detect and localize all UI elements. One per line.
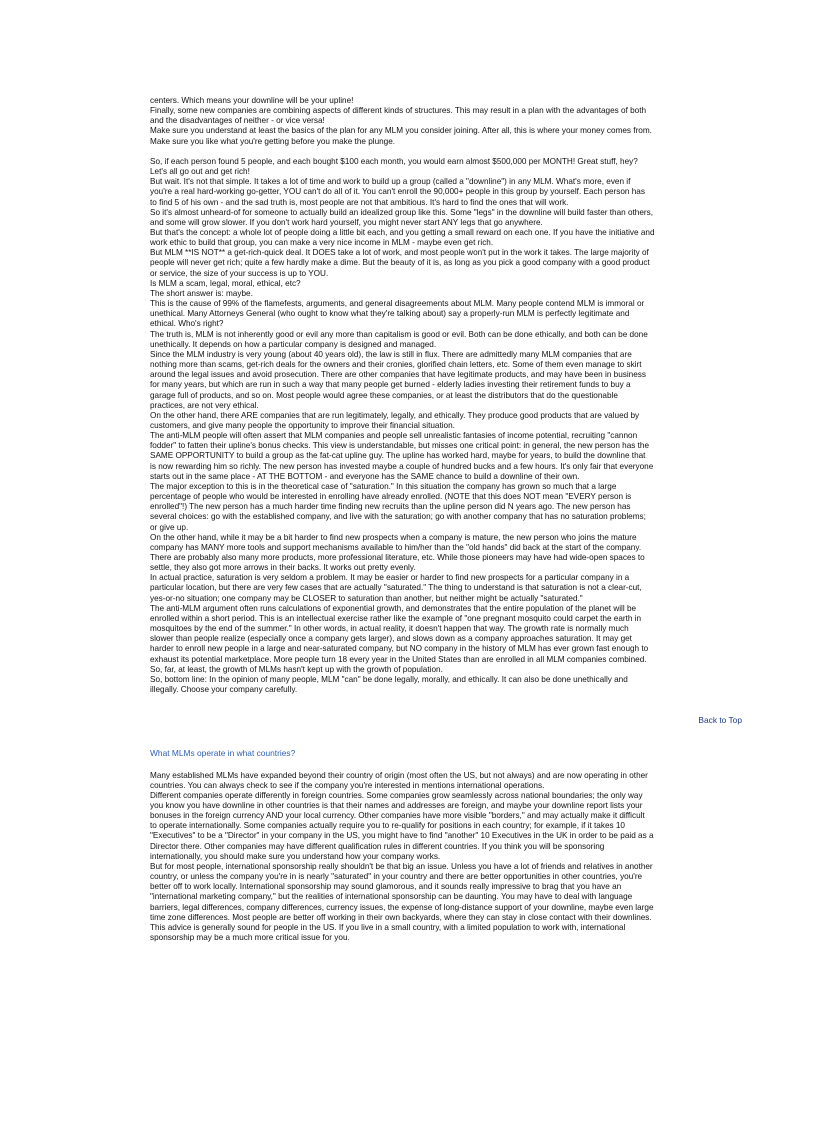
paragraph [150,289,742,299]
paragraph [150,665,742,675]
paragraph [150,791,742,862]
text-line: Many established MLMs have expanded beyond their country of origin (most often the US, but not always) and are now operating in other [150,770,648,780]
text-line: So, if each person found 5 people, and each bought $100 each month, you would earn almost $500,000 per MONTH! Great stuff, hey? [150,156,638,166]
text-line: barriers, legal differences, company differences, currency issues, the expense of long-distance support of your downline, maybe even large [150,902,654,912]
text-line: So, far, at least, the growth of MLMs hasn't kept up with the growth of population. [150,664,443,674]
text-line: practices, are not very ethical. [150,400,259,410]
text-line: Let's all go out and get rich! [150,167,250,177]
text-line: illegally. Choose your company carefully. [150,685,298,695]
text-line: people will never get rich; quite a few hardly make a dime. But the beauty of it is, as long as you pick a good company with a good product [150,258,650,268]
paragraph [150,208,742,228]
text-line: around the legal issues and avoid prosecution. There are other companies that have legitimate products, and may have been in business [150,370,646,380]
text-line: customers, and give many people the opportunity to improve their financial situation. [150,420,455,430]
paragraph [150,604,742,665]
text-line: centers. Which means your downline will be your upline! [150,96,354,105]
text-line: But that's the concept: a whole lot of people doing a little bit each, and you getting a small reward on each one. If you have the initiative and [150,228,655,238]
text-line: starts out in the same place - AT THE BOTTOM - and everyone has the SAME chance to build a downline of their own. [150,471,580,481]
text-line: settle, they also got more arrows in their backs. It works out pretty evenly. [150,563,416,573]
paragraph [150,675,742,695]
text-line: unethically. It depends on how a particular company is designed and managed. [150,339,437,349]
text-line: work ethic to build that group, you can make a very nice income in MLM - maybe even get rich. [150,238,494,248]
text-line: So it's almost unheard-of for someone to actually build an idealized group like this. Some "legs" in the downline will build faster than others, [150,207,653,217]
text-line: and the disadvantages of neither - or vice versa! [150,116,325,126]
text-line: enrolled"!) The new person has a much harder time finding new recruits than the upline person did N years ago. The new person has [150,502,631,512]
text-line: sponsorship may be a much more critical issue for you. [150,933,350,943]
paragraph [150,279,742,289]
text-line: to operate internationally. Some companies actually require you to re-qualify for positions in each country; for example, if it takes 10 [150,821,625,831]
article-section-countries [150,771,742,944]
text-line [150,147,742,157]
text-line: The short answer is: maybe. [150,288,253,298]
text-line: or service, the size of your success is up to YOU. [150,268,329,278]
paragraph [150,482,742,533]
text-line: ethical. Who's right? [150,319,224,329]
text-line: "Executives" to be a "Director" in your company in the US, you might have to find "another" 10 Executives in the UK in order to be paid as a [150,831,654,841]
paragraph [150,106,742,126]
text-line: This advice is generally sound for people in the US. If you live in a small country, with a limited population to work with, international [150,922,626,932]
text-line: garage full of products, and so on. Most people would agree these companies, or at least the distributors that do the questionable [150,390,618,400]
text-line: In actual practice, saturation is very seldom a problem. It may be easier or harder to find new prospects for a particular company in a [150,573,630,583]
text-line: There are probably also many more products, more professional literature, etc. While those pioneers may have had wide-open spaces to [150,553,645,563]
text-line: you know you have downline in other countries is that their names and addresses are foreign, and maybe your downline report lists your [150,800,643,810]
text-line: Make sure you understand at least the basics of the plan for any MLM you consider joining. After all, this is where your money comes from. [150,126,652,136]
paragraph [150,330,742,350]
paragraph [150,248,742,278]
paragraph [150,299,742,329]
text-line: Director there. Other companies may have different qualification rules in different countries. If you think you will be sponsoring [150,841,605,851]
section-heading-countries: What MLMs operate in what countries? [150,748,296,759]
text-line: percentage of people who would be interested in enrolling have already enrolled. (NOTE that this does NOT mean "EVERY person is [150,492,632,502]
paragraph [150,177,742,207]
text-line: Different companies operate differently in foreign countries. Some companies grow seamlessly across national boundaries; the only way [150,790,643,800]
text-line: better off to work locally. International sponsorship may sound glamorous, and it sounds really impressive to brag that you have an [150,882,622,892]
text-line: company has MANY more tools and support mechanisms available to him/her than the "old hands" did back at the start of the company. [150,542,642,552]
text-line: yes-or-no situation; one company may be CLOSER to saturation than another, but neither might be actually "saturated." [150,593,583,603]
text-line: So, bottom line: In the opinion of many people, MLM "can" be done legally, morally, and ethically. It can also be done unethically and [150,674,628,684]
text-line: enrolled within a short period. This is an intellectual exercise rather like the example of "one pregnant mosquito could carpet the earth in [150,613,642,623]
text-line: Is MLM a scam, legal, moral, ethical, etc? [150,278,301,288]
text-line: The truth is, MLM is not inherently good or evil any more than capitalism is good or evil. Both can be done ethically, and both can be done [150,329,648,339]
text-line: to find 5 of his own - and the sad truth is, most people are not that ambitious. It's hard to find the ones that will work. [150,197,569,207]
text-line: for many years, but which are run in such a way that many people get burned - elderly ladies investing their retirement funds to buy a [150,380,631,390]
article-section-mlm-ethics [150,96,742,695]
text-line: On the other hand, there ARE companies that are run legitimately, legally, and ethically. They produce good products that are valued by [150,410,640,420]
paragraph [150,147,742,157]
text-line: "international marketing company," but the realities of international sponsorship can be daunting. You may have to deal with language [150,892,633,902]
text-line: harder to enroll new people in a large and near-saturated company, but NO company in the history of MLM has ever grown fast enough to [150,644,649,654]
text-line: Finally, some new companies are combining aspects of different kinds of structures. This may result in a plan with the advantages of both [150,106,647,116]
back-to-top-link[interactable]: Back to Top [698,715,742,726]
text-line: or give up. [150,522,189,532]
document-page [150,96,742,943]
paragraph [150,96,742,106]
paragraph [150,862,742,943]
text-line: Make sure you like what you're getting before you make the plunge. [150,136,396,146]
text-line: several choices: go with the established company, and live with the saturation; go with another company that has no saturation problems; [150,512,646,522]
text-line: nothing more than scams, get-rich deals for the owners and their cronies, glorified chain letters, etc. Some of them even manage to skirt [150,360,642,370]
text-line: slower than people realize (especially once a company gets larger), and slows down as a company approaches saturation. It may get [150,634,632,644]
back-to-top-row [150,715,742,725]
paragraph [150,771,742,791]
paragraph [150,126,742,146]
text-line: internationally, you should make sure you understand how your company works. [150,851,441,861]
text-line: The anti-MLM people will often assert that MLM companies and people sell unrealistic fantasies of income potential, recruiting "cannon [150,431,638,441]
paragraph [150,573,742,603]
text-line: you're a real hard-working go-getter, YOU can't do all of it. You can't enroll the 90,000+ people in this group by yourself. Each person has [150,187,645,197]
text-line: But MLM **IS NOT** a get-rich-quick deal. It DOES take a lot of work, and most people won't put in the work it takes. The large majority of [150,248,649,258]
paragraph [150,431,742,482]
text-line: particular location, but there are very few cases that are actually "saturated." The thing to understand is that saturation is not a clear-cut, [150,583,642,593]
text-line: countries. You can always check to see if the company you're interested in mentions international operations. [150,780,545,790]
text-line: and some will grow slower. If you don't work hard yourself, you might never start ANY legs that go anywhere. [150,217,543,227]
text-line: exhaust its potential marketplace. More people turn 18 every year in the United States than are enrolled in all MLM companies combined. [150,654,647,664]
text-line: country, or unless the company you're in is nearly "saturated" in your country and there are better opportunities in other countries, you're [150,872,643,882]
text-line: fodder" to fatten their upline's bonus checks. This view is understandable, but misses one critical point: in general, the new person has the [150,441,650,451]
paragraph [150,350,742,411]
paragraph [150,157,742,177]
text-line: This is the cause of 99% of the flamefests, arguments, and general disagreements about MLM. Many people contend MLM is immoral or [150,299,645,309]
text-line: Since the MLM industry is very young (about 40 years old), the law is still in flux. There are admittedly many MLM companies that are [150,349,632,359]
text-line: But wait. It's not that simple. It takes a lot of time and work to build up a group (called a "downline") in any MLM. What's more, even if [150,177,631,187]
text-line: mosquitoes by the end of the summer." In other words, in actual reality, it doesn't happen that way. The growth rate is normally much [150,624,629,634]
text-line: time zone differences. Most people are better off working in their own backyards, where they can stay in close contact with their downlines. [150,912,652,922]
paragraph [150,411,742,431]
text-line: But for most people, international sponsorship really shouldn't be that big an issue. Unless you have a lot of friends and relatives in another [150,861,653,871]
text-line: The major exception to this is in the theoretical case of "saturation." In this situation the company has grown so much that a large [150,481,617,491]
text-line: is now rewarding him so richly. The new person has invested maybe a couple of hundred bucks and a few hours. It's only fair that everyone [150,461,654,471]
text-line: On the other hand, while it may be a bit harder to find new prospects when a company is mature, the new person who joins the mature [150,532,637,542]
text-line: The anti-MLM argument often runs calculations of exponential growth, and demonstrates that the entire population of the planet will be [150,603,637,613]
paragraph [150,228,742,248]
text-line: SAME OPPORTUNITY to build a group as the fat-cat upline guy. The upline has worked hard, maybe for years, to build the downline that [150,451,646,461]
paragraph [150,533,742,574]
text-line: bonuses in the foreign currency AND your local currency. Other companies have more visible "borders," and may actually make it difficult [150,811,645,821]
text-line: unethical. Many Attorneys General (who ought to know what they're talking about) say a properly-run MLM is perfectly legitimate and [150,309,630,319]
